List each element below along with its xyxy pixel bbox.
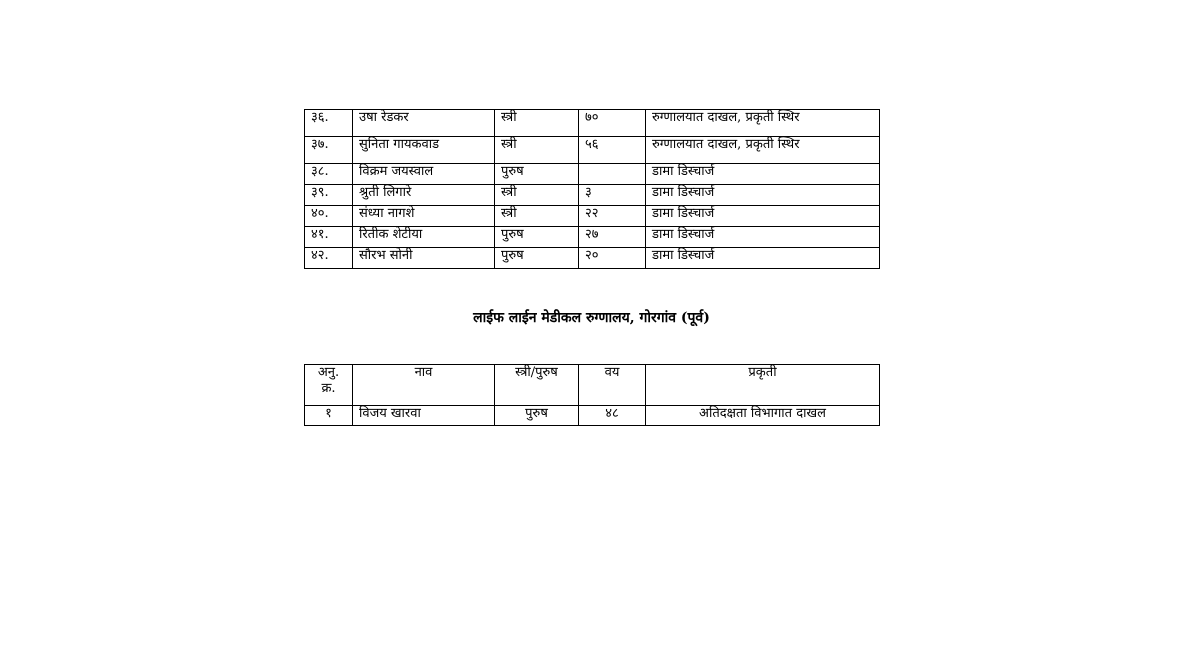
name-cell: संध्या नागशे: [353, 206, 495, 227]
serial-number-cell: ३६.: [305, 110, 353, 137]
serial-number-cell: ४१.: [305, 227, 353, 248]
serial-number-cell: ३९.: [305, 185, 353, 206]
serial-number-cell: ३८.: [305, 164, 353, 185]
gender-cell: स्त्री: [495, 185, 579, 206]
age-cell: २७: [579, 227, 646, 248]
age-cell: ७०: [579, 110, 646, 137]
hospital-heading: लाईफ लाईन मेडीकल रुग्णालय, गोरगांव (पूर्व): [473, 310, 710, 326]
status-cell: डामा डिस्चार्ज: [646, 248, 880, 269]
gender-cell: स्त्री: [495, 137, 579, 164]
gender-cell: पुरुष: [495, 248, 579, 269]
status-cell: डामा डिस्चार्ज: [646, 185, 880, 206]
age-cell: [579, 164, 646, 185]
gender-cell: पुरुष: [495, 227, 579, 248]
status-header: प्रकृती: [646, 365, 880, 406]
table-row: [305, 227, 880, 248]
serial-number-cell: ३७.: [305, 137, 353, 164]
patients-table-continued: [304, 109, 880, 269]
age-cell: ५६: [579, 137, 646, 164]
name-cell: विक्रम जयस्वाल: [353, 164, 495, 185]
gender-cell: पुरुष: [495, 164, 579, 185]
status-cell: डामा डिस्चार्ज: [646, 164, 880, 185]
table-row: [305, 137, 880, 164]
table-row: [305, 164, 880, 185]
table-row: [305, 248, 880, 269]
hospital-patients-table: [304, 364, 880, 426]
status-cell: डामा डिस्चार्ज: [646, 227, 880, 248]
name-header: नाव: [353, 365, 495, 406]
status-cell: अतिदक्षता विभागात दाखल: [646, 406, 880, 426]
age-cell: ४८: [579, 406, 646, 426]
status-cell: डामा डिस्चार्ज: [646, 206, 880, 227]
name-cell: उषा रेडकर: [353, 110, 495, 137]
age-header: वय: [579, 365, 646, 406]
gender-cell: स्त्री: [495, 206, 579, 227]
table-header-row: [305, 365, 880, 406]
serial-number-cell: १: [305, 406, 353, 426]
status-cell: रुग्णालयात दाखल, प्रकृती स्थिर: [646, 110, 880, 137]
name-cell: विजय खारवा: [353, 406, 495, 426]
serial-number-cell: ४२.: [305, 248, 353, 269]
age-cell: २०: [579, 248, 646, 269]
name-cell: श्रुती लिगारे: [353, 185, 495, 206]
gender-cell: पुरुष: [495, 406, 579, 426]
gender-cell: स्त्री: [495, 110, 579, 137]
table-row: [305, 185, 880, 206]
age-cell: २२: [579, 206, 646, 227]
name-cell: सुनिता गायकवाड: [353, 137, 495, 164]
status-cell: रुग्णालयात दाखल, प्रकृती स्थिर: [646, 137, 880, 164]
serial-number-header: अनु. क्र.: [305, 365, 353, 406]
gender-header: स्त्री/पुरुष: [495, 365, 579, 406]
table-row: [305, 406, 880, 426]
table-row: [305, 206, 880, 227]
name-cell: रितीक शेटीया: [353, 227, 495, 248]
serial-number-cell: ४०.: [305, 206, 353, 227]
name-cell: सौरभ सोनी: [353, 248, 495, 269]
age-cell: ३: [579, 185, 646, 206]
table-row: [305, 110, 880, 137]
